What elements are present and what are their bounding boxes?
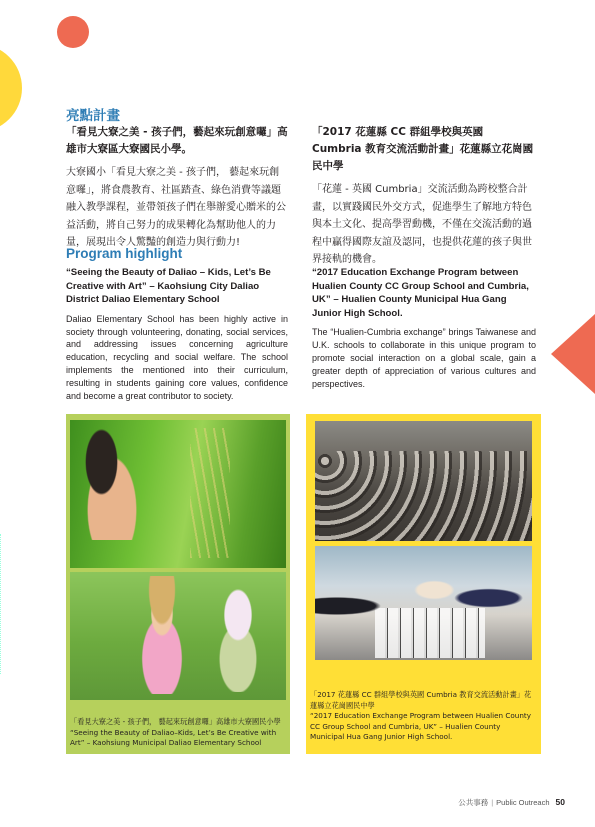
zh-right-title: 「2017 花蓮縣 CC 群組學校與英國 Cumbria 教育交流活動計畫」花蓮縣立花崗國民中學: [312, 126, 534, 172]
photo-panel-left: [66, 414, 290, 754]
decorative-yellow-semicircle: [0, 44, 22, 132]
en-right-body: The “Hualien-Cumbria exchange” brings Taiwanese and U.K. schools to collaborate in this unique program to promote social interaction on a global scale, gain a greater depth of appreciation of various cultures and perspectives.: [312, 327, 536, 389]
zh-right-body: 「花蓮 - 英國 Cumbria」交流活動為跨校整合計畫，以實踐國民外交方式，促進學生了解地方特色與本土文化、提高學習動機，不僅在交流活動的過程中贏得國際友誼及認同，也提供花蓮的孩子與世界接軌的機會。: [312, 184, 532, 265]
photo-calligraphy-class: [315, 546, 532, 660]
decorative-red-triangle: [551, 314, 595, 394]
decorative-red-circle: [57, 16, 89, 48]
footer-separator: |: [491, 798, 494, 807]
en-left-column: [66, 266, 288, 402]
caption-right-zh: 「2017 花蓮縣 CC 群組學校與英國 Cumbria 教育交流活動計畫」花蓮縣立花崗國民中學: [310, 690, 532, 710]
zh-left-column: [66, 124, 288, 252]
page-footer: [458, 797, 565, 808]
caption-right: [310, 690, 536, 743]
heading-en: Program highlight: [66, 246, 183, 261]
caption-left-en: “Seeing the Beauty of Daliao–Kids, Let’s Be Creative with Art” – Kaohsiung Municipal Daliao Elementary School: [70, 727, 277, 748]
zh-left-title: 「看見大寮之美 - 孩子們，藝起來玩創意囉」高雄市大寮區大寮國民小學。: [66, 126, 288, 155]
photo-group-students: [315, 421, 532, 541]
zh-right-column: [312, 124, 536, 269]
caption-right-en: “2017 Education Exchange Program between Hualien County CC Group School and Cumbria, UK” – Hualien County Municipal Hua Gang Junior High School.: [310, 711, 531, 742]
footer-section-zh: 公共事務: [458, 798, 489, 807]
en-right-column: [312, 266, 536, 390]
photo-panel-right: [306, 414, 541, 754]
zh-left-body: 大寮國小「看見大寮之美 - 孩子們， 藝起來玩創意囉」，將食農教育、社區踏查、綠色消費等議題融入教學課程，並帶領孩子們在舉辦愛心贈米的公益活動，將自己努力的成果轉化為幫助他人的力量，展現出令人驚豔的創造力與行動力!: [66, 167, 286, 248]
photo-child-rice-field: [70, 420, 286, 568]
heading-zh: 亮點計畫: [66, 108, 120, 124]
page-number: 50: [555, 797, 565, 807]
decorative-dotted-line: [0, 534, 7, 674]
photo-children-harvest: [70, 572, 286, 700]
en-left-title: “Seeing the Beauty of Daliao – Kids, Let’s Be Creative with Art” – Kaohsiung City Daliao District Daliao Elementary School: [66, 267, 271, 306]
footer-section-en: Public Outreach: [496, 798, 550, 807]
caption-left: [70, 717, 286, 749]
en-right-title: “2017 Education Exchange Program between Hualien County CC Group School and Cumbria, UK” – Hualien County Municipal Hua Gang Junior High School.: [312, 267, 529, 319]
en-left-body: Daliao Elementary School has been highly active in society through volunteering, donating, social services, and addressing issues concerning agriculture education, recycling and social welfare. The school implements the mentioned into their curriculum, resulting in students gaining core values, confidence and become a great contributor to society.: [66, 313, 288, 401]
caption-left-zh: 「看見大寮之美 - 孩子們， 藝起來玩創意囉」高雄市大寮國民小學: [70, 717, 281, 726]
